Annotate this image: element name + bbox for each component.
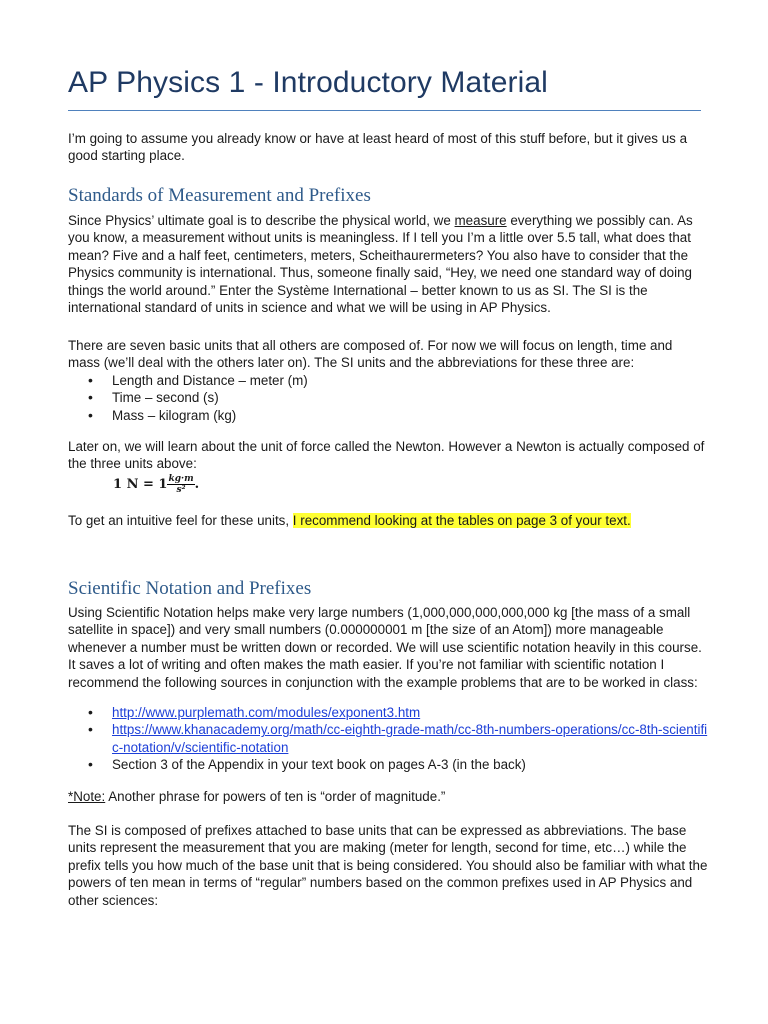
intuitive-feel-paragraph — [68, 512, 708, 529]
si-prefixes-paragraph: The SI is composed of prefixes attached to base units that can be expressed as abbreviations. The base units represent the measurement that you are making (meter for length, second for time, etc…) while the prefix tells you how much of the base unit that is being considered. You should also be familiar with what the powers of ten mean in terms of “regular” numbers based on the common prefixes used in AP Physics and other sciences: — [68, 823, 708, 908]
list-item: • Section 3 of the Appendix in your text book on pages A-3 (in the back) — [88, 756, 708, 773]
measurement-text-a: Since Physics’ ultimate goal is to describe the physical world, we — [68, 213, 455, 228]
intro-paragraph: I’m going to assume you already know or have at least heard of most of this stuff before, but it gives us a good starting place. — [68, 131, 688, 164]
seven-units-paragraph: There are seven basic units that all others are composed of. For now we will focus on length, time and mass (we’ll deal with the others later on). The SI units and the abbreviations for these three are: — [68, 338, 673, 371]
measurement-paragraph — [68, 212, 708, 316]
newton-paragraph: Later on, we will learn about the unit of force called the Newton. However a Newton is actually composed of the three units above: — [68, 439, 705, 472]
purplemath-link[interactable]: http://www.purplemath.com/modules/exponent3.htm — [112, 705, 421, 720]
list-item: • Mass – kilogram (kg) — [88, 407, 708, 424]
sources-list — [88, 704, 708, 774]
page-title: AP Physics 1 - Introductory Material — [68, 66, 548, 99]
formula-numerator: kg·m — [168, 474, 194, 484]
note-label: *Note: — [68, 789, 106, 804]
formula-end: . — [194, 477, 200, 492]
formula-denominator: s² — [176, 485, 186, 495]
formula-lhs: 1 N = 1 — [113, 477, 168, 492]
list-item — [88, 704, 708, 721]
section-heading-scientific-notation: Scientific Notation and Prefixes — [68, 578, 312, 599]
intuitive-text: To get an intuitive feel for these units, — [68, 513, 293, 528]
note-paragraph — [68, 788, 708, 805]
note-text: Another phrase for powers of ten is “order of magnitude.” — [105, 789, 446, 804]
list-item: • Time – second (s) — [88, 389, 708, 406]
title-divider — [68, 110, 701, 111]
measurement-text-b: everything we possibly can. As you know, a measurement without units is meaningless. If I tell you I’m a little over 5.5 tall, what does that mean? Five and a half feet, centimeters, meters, Scheithaurermeters? You also have to consider that the Physics community is international. Thus, someone finally said, “Hey, we need one standard way of doing things the world around.” Enter the Système International – better known to us as SI. The SI is the international standard of units in science and what we will be using in AP Physics. — [68, 213, 693, 316]
scientific-notation-paragraph: Using Scientific Notation helps make very large numbers (1,000,000,000,000,000 kg [the mass of a small satellite in space]) and very small numbers (0.000000001 m [the size of an Atom]) more manageable whenever a number must be written down or recorded. We will use scientific notation heavily in this course. It saves a lot of writing and often makes the math easier. If you’re not familiar with scientific notation I recommend the following sources in conjunction with the example problems that are to be worked in class: — [68, 605, 702, 690]
section-heading-measurement: Standards of Measurement and Prefixes — [68, 185, 371, 206]
khanacademy-link[interactable]: https://www.khanacademy.org/math/cc-eighth-grade-math/cc-8th-numbers-operations/cc-8th-scientific-notation/v/scientific-notation — [112, 722, 708, 755]
measure-word: measure — [454, 213, 507, 228]
list-item: • Length and Distance – meter (m) — [88, 372, 708, 389]
highlighted-recommendation: I recommend looking at the tables on page 3 of your text. — [292, 513, 631, 528]
list-item — [88, 721, 708, 756]
formula-fraction — [167, 474, 194, 495]
newton-formula — [113, 474, 199, 495]
si-units-list — [88, 372, 708, 424]
